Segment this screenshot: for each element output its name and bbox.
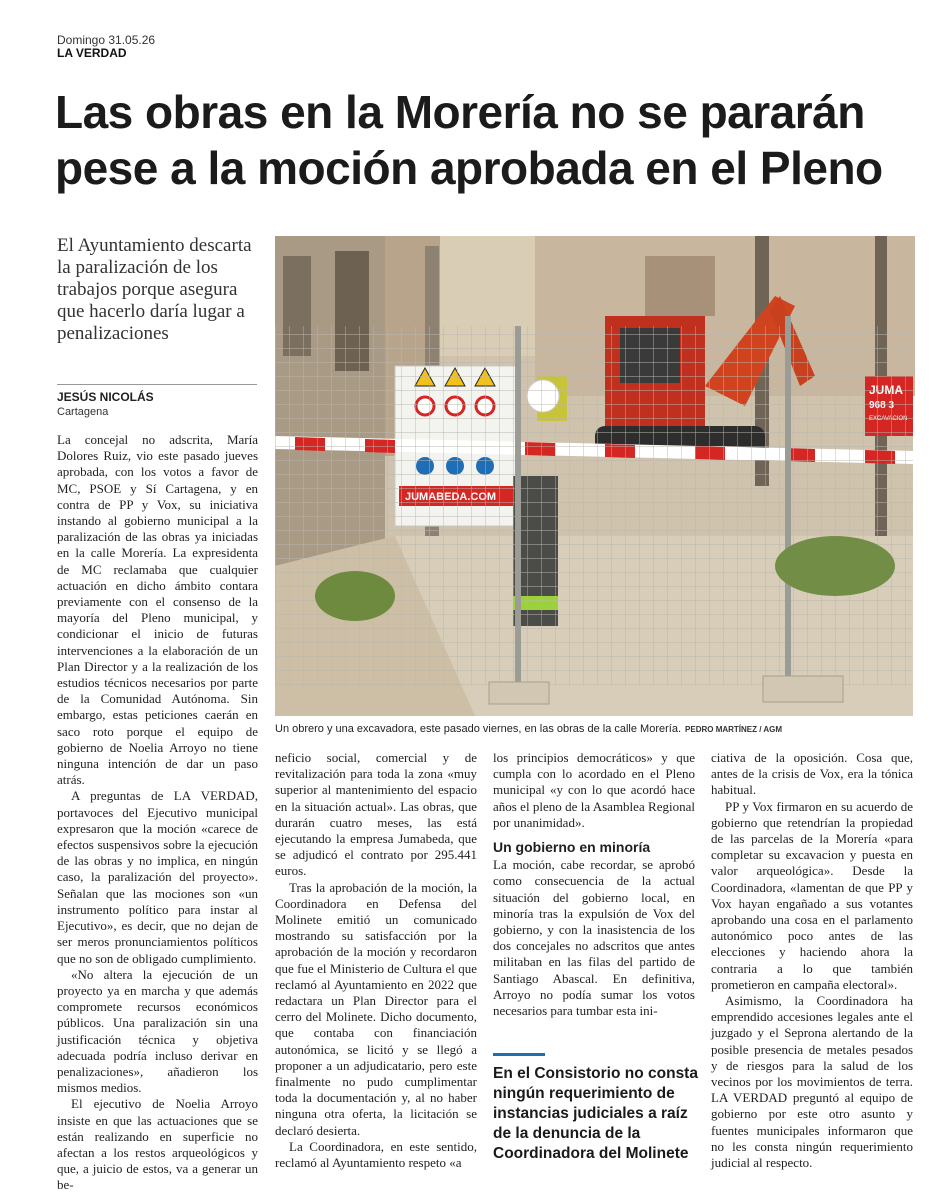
subtitle: El Ayuntamiento descarta la paralización de los trabajos porque asegura que hacerlo daría lugar a penalizaciones [57,235,252,344]
body-column-3 [493,750,695,1025]
newspaper-name: LA VERDAD [57,46,127,60]
caption-text: Un obrero y una excavadora, este pasado viernes, en las obras de la calle Morería. [275,723,682,735]
paragraph: El ejecutivo de Noelia Arroyo insiste en que las actuaciones que se están realizando en superficie no afectan a los restos arqueológicos y que, a juicio de estos, va a generar un be- [57,1096,258,1193]
highlight-box: En el Consistorio no consta ningún requerimiento de instancias judiciales a raíz de la denuncia de la Coordinadora del Molinete [493,1065,698,1162]
paragraph: neficio social, comercial y de revitalización para toda la zona «muy superior al mantenimiento del espacio en la situación actual». Las obras, que durarán cuatro meses, las está ejecutando la empresa Jumabeda, que se adjudicó el contrato por 295.441 euros. [275,750,477,879]
paragraph: «No altera la ejecución de un proyecto ya en marcha y que además compromete recursos económicos públicos. Una paralización sin una justificación técnica y objetiva adecuada podría incluso derivar en penalizaciones», añadieron los mismos medios. [57,966,258,1096]
body-column-2 [275,750,477,1177]
paragraph: ciativa de la oposición. Cosa que, antes de la crisis de Vox, era la tónica habitual. [711,750,913,798]
paragraph: los principios democráticos» y que cumpla con lo acordado en el Pleno municipal «y con lo que acordó hace años el pleno de la Asamblea Regional por unanimidad». [493,750,695,830]
paragraph: La Coordinadora, en este sentido, reclamó al Ayuntamiento respeto «a [275,1138,477,1171]
article-photo [275,236,913,716]
issue-date: Domingo 31.05.26 [57,33,156,47]
paragraph: Asimismo, la Coordinadora ha emprendido accesiones legales ante el juzgado y el Seprona alertando de la posible presencia de metales pesados y de riesgos para la salud de los vecinos por los movimientos de terra. LA VERDAD preguntó al equipo de gobierno por este otro asunto y fuentes municipales informaron que no les consta ningún requerimiento judicial al respecto. [711,993,913,1171]
byline-place: Cartagena [57,406,109,418]
highlight-accent-bar [493,1053,545,1056]
body-column-4 [711,750,913,1177]
body-column-1 [57,432,258,1193]
byline-divider [57,384,257,385]
section-heading: Un gobierno en minoría [493,839,651,856]
headline: Las obras en la Morería no se pararán pese a la moción aprobada en el Pleno [55,86,883,194]
byline-author: JESÚS NICOLÁS [57,390,154,404]
photo-credit: PEDRO MARTÍNEZ / AGM [685,725,783,734]
paragraph: PP y Vox firmaron en su acuerdo de gobierno que retendrían la propiedad de las parcelas de la Morería «para completar su excavacion y puesta en valor arqueológica». Desde la Coordinadora, «lamentan de que PP y Vox hayan engañado a sus votantes aprobando una cosa en el parlamento autonómico poco antes de las elecciones y haciendo ahora la contraria a lo que también prometieron en campaña electoral». [711,798,913,992]
paragraph: La moción, cabe recordar, se aprobó como consecuencia de la actual situación del gobierno local, en minoría tras la expulsión de Vox del gobierno, y con la inasistencia de los dos concejales no adscritos que antes militaban en las filas del partido de Santiago Abascal. En definitiva, Arroyo no podía sumar los votos necesarios para tumbar esta ini- [493,857,695,1019]
photo-caption [275,723,915,735]
paragraph: Tras la aprobación de la moción, la Coordinadora en Defensa del Molinete emitió un comunicado mostrando su satisfacción por la aprobación de la moción y recordaron que fue el Ministerio de Cultura el que reclamó al Ayuntamiento en 2022 que redactara un Plan Director para el cerro del Molinete. Dicho documento, que contaba con financiación autonómica, se licitó y se llegó a proponer a un adjudicatario, pero este finalmente no pudo cumplimentar toda la documentación y, al no haber ninguna otra oferta, la licitación se declaró desierta. [275,879,477,1138]
paragraph: La concejal no adscrita, María Dolores Ruiz, vio este pasado jueves aprobada, con los votos a favor de MC, PSOE y Sí Cartagena, y en contra de PP y Vox, su iniciativa instando al gobierno municipal a la paralización de las obras ya iniciadas en la calle Morería. La expresidenta de MC reclamaba que cualquier actuación en dicho ámbito contara previamente con el consenso de la mayoría del Pleno municipal, y condicionar el inicio de futuras intervenciones a la elaboración de un Plan Director y a la realización de los estudios técnicos necesarios por parte de la Comunidad Autónoma. Sin embargo, estas peticiones caerán en saco roto porque el equipo de gobierno de Noelia Arroyo no tiene ninguna intención de dar un paso atrás. [57,432,258,788]
paragraph: A preguntas de LA VERDAD, portavoces del Ejecutivo municipal expresaron que la moción «carece de efectos suspensivos sobre la ejecución de las obras y no implica, en ningún caso, la paralización del proyecto». Señalan que las mociones son «un instrumento político para instar al Ejecutivo», es decir, que no dejan de ser meros pronunciamientos políticos que no son de obligado cumplimiento. [57,788,258,966]
